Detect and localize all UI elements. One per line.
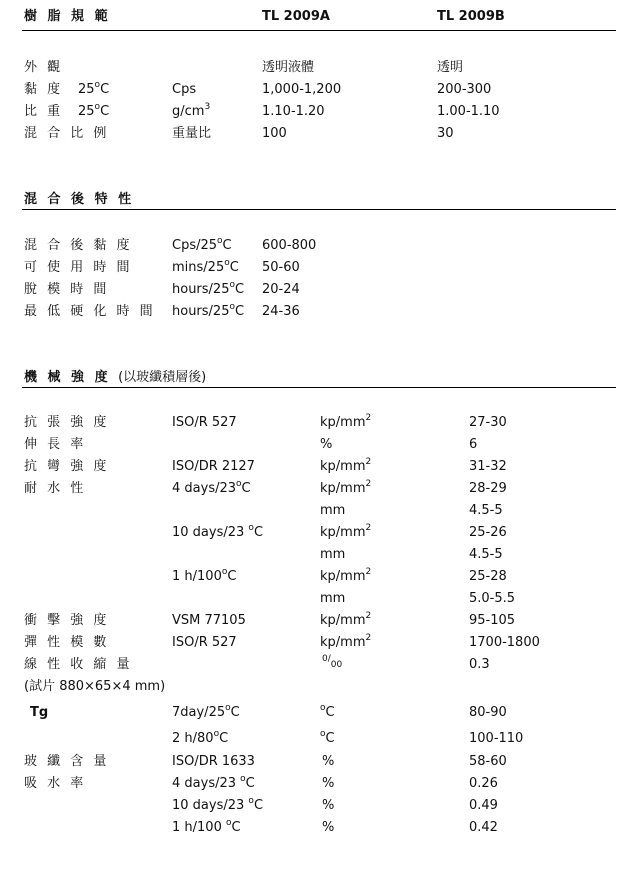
unit: $g/cm^3$ — [172, 101, 211, 119]
unit: $kp/mm^2$ — [320, 566, 372, 584]
unit: % — [322, 820, 335, 835]
value-b: 透明 — [437, 60, 464, 75]
value: 0.49 — [469, 798, 498, 813]
unit: % — [322, 798, 335, 813]
unit: 重量比 — [172, 126, 212, 141]
row-label: Tg — [30, 705, 49, 720]
method: 4 days/23 $^o$C — [172, 773, 255, 791]
unit: % — [320, 437, 333, 452]
value: 24-36 — [262, 304, 300, 319]
value-a: 1,000-1,200 — [262, 82, 342, 97]
row-label: 黏 度 — [24, 82, 64, 97]
unit: mins/25$^o$C — [172, 257, 239, 275]
row-label: 可 使 用 時 間 — [24, 260, 133, 275]
unit: mm — [320, 547, 346, 562]
value: 600-800 — [262, 238, 317, 253]
unit: 0/00 — [322, 654, 343, 670]
row-label: 線 性 收 縮 量 — [24, 657, 133, 672]
method: 1 h/100$^o$C — [172, 566, 237, 584]
value: 50-60 — [262, 260, 300, 275]
value: 28-29 — [469, 481, 507, 496]
value: 0.42 — [469, 820, 498, 835]
unit: Cps — [172, 82, 197, 97]
row-label: 耐 水 性 — [24, 481, 87, 496]
row-label: 衝 擊 強 度 — [24, 613, 110, 628]
col-header-tl2009b: TL 2009B — [437, 9, 505, 24]
unit: $kp/mm^2$ — [320, 478, 372, 496]
section1-title: 樹 脂 規 範 — [24, 9, 111, 24]
value-a: 透明液體 — [262, 60, 315, 75]
unit: $kp/mm^2$ — [320, 632, 372, 650]
unit: % — [322, 754, 335, 769]
row-label: 吸 水 率 — [24, 776, 87, 791]
value-b: 200-300 — [437, 82, 492, 97]
method: ISO/DR 1633 — [172, 754, 255, 769]
value-a: 1.10-1.20 — [262, 104, 325, 119]
method: 10 days/23 $^o$C — [172, 522, 264, 540]
value: 58-60 — [469, 754, 507, 769]
value: 5.0-5.5 — [469, 591, 516, 606]
unit: hours/25$^o$C — [172, 279, 245, 297]
value: 100-110 — [469, 731, 524, 746]
value: 6 — [469, 437, 478, 452]
method: 4 days/23$^o$C — [172, 478, 251, 496]
unit: $^o$C — [320, 702, 335, 720]
method: 2 h/80$^o$C — [172, 728, 229, 746]
method: 10 days/23 $^o$C — [172, 795, 264, 813]
row-label: 外 觀 — [24, 60, 64, 75]
value: 1700-1800 — [469, 635, 540, 650]
section2-title: 混 合 後 特 性 — [24, 192, 135, 207]
unit: $kp/mm^2$ — [320, 412, 372, 430]
value: 0.3 — [469, 657, 490, 672]
method: ISO/R 527 — [172, 415, 237, 430]
row-label: 最 低 硬 化 時 間 — [24, 304, 156, 319]
value: 25-28 — [469, 569, 507, 584]
unit: hours/25$^o$C — [172, 301, 245, 319]
unit: % — [322, 776, 335, 791]
unit: Cps/25$^o$C — [172, 235, 232, 253]
method: ISO/R 527 — [172, 635, 237, 650]
value: 25-26 — [469, 525, 507, 540]
value: 20-24 — [262, 282, 300, 297]
row-label: 伸 長 率 — [24, 437, 87, 452]
row-label: 混 合 後 黏 度 — [24, 238, 133, 253]
col-header-tl2009a: TL 2009A — [262, 9, 330, 24]
section3-title: 機 械 強 度 (以玻纖積層後) — [24, 370, 207, 385]
section3-rule — [22, 387, 616, 388]
value-b: 1.00-1.10 — [437, 104, 500, 119]
value-b: 30 — [437, 126, 454, 141]
row-label: 玻 纖 含 量 — [24, 754, 110, 769]
value: 80-90 — [469, 705, 507, 720]
row-label: 抗 彎 強 度 — [24, 459, 110, 474]
value: 27-30 — [469, 415, 507, 430]
unit: mm — [320, 591, 346, 606]
row-label: 比 重 — [24, 104, 64, 119]
section2-rule — [22, 209, 616, 210]
condition: 25$^o$C — [78, 79, 110, 97]
value: 4.5-5 — [469, 503, 503, 518]
value: 31-32 — [469, 459, 507, 474]
row-label: 抗 張 強 度 — [24, 415, 110, 430]
unit: $kp/mm^2$ — [320, 610, 372, 628]
value: 95-105 — [469, 613, 516, 628]
unit: $^o$C — [320, 728, 335, 746]
row-label: 脫 模 時 間 — [24, 282, 110, 297]
value: 0.26 — [469, 776, 498, 791]
method: 7day/25$^o$C — [172, 702, 240, 720]
method: 1 h/100 $^o$C — [172, 817, 241, 835]
method: VSM 77105 — [172, 613, 246, 628]
condition: 25$^o$C — [78, 101, 110, 119]
row-label: (試片 880×65×4 mm) — [24, 679, 166, 694]
value-a: 100 — [262, 126, 287, 141]
row-label: 彈 性 模 數 — [24, 635, 110, 650]
unit: mm — [320, 503, 346, 518]
unit: $kp/mm^2$ — [320, 456, 372, 474]
section3-subtitle: (以玻纖積層後) — [118, 370, 207, 385]
value: 4.5-5 — [469, 547, 503, 562]
row-label: 混 合 比 例 — [24, 126, 110, 141]
method: ISO/DR 2127 — [172, 459, 255, 474]
unit: $kp/mm^2$ — [320, 522, 372, 540]
section1-rule — [22, 30, 616, 31]
